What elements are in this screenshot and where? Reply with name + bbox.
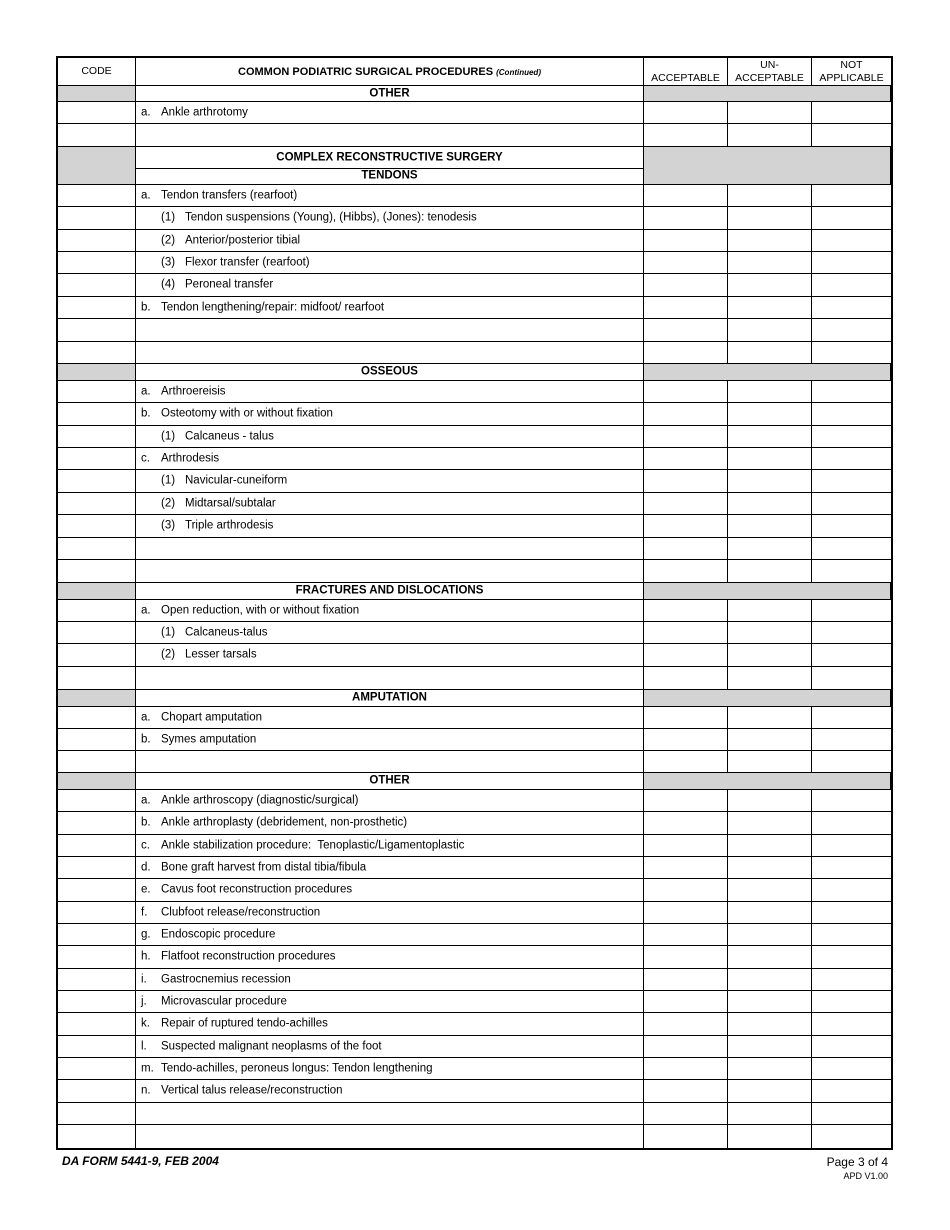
table-row — [58, 729, 891, 751]
code-cell[interactable] — [58, 924, 136, 946]
table-row — [58, 207, 891, 230]
table-row — [58, 102, 891, 124]
table-row — [58, 124, 891, 147]
code-cell[interactable] — [58, 879, 136, 902]
unacceptable-cell[interactable] — [728, 1013, 812, 1036]
not-applicable-cell[interactable] — [812, 1125, 891, 1148]
code-cell[interactable] — [58, 448, 136, 470]
table-row — [58, 1125, 891, 1148]
procedure-label: b. Symes amputation — [141, 732, 257, 745]
code-cell[interactable] — [58, 902, 136, 924]
acceptable-cell[interactable] — [644, 857, 728, 879]
code-cell[interactable] — [58, 1080, 136, 1103]
acceptable-cell[interactable] — [644, 1125, 728, 1148]
procedure-label: d. Bone graft harvest from distal tibia/fibula — [141, 860, 367, 873]
acceptable-cell[interactable] — [644, 1036, 728, 1058]
acceptable-cell[interactable] — [644, 274, 728, 297]
not-applicable-cell[interactable] — [812, 426, 891, 448]
not-applicable-cell[interactable] — [812, 493, 891, 515]
not-applicable-cell[interactable] — [812, 515, 891, 538]
table-row — [58, 707, 891, 729]
unacceptable-cell[interactable] — [728, 969, 812, 991]
code-cell[interactable] — [58, 470, 136, 493]
not-applicable-cell[interactable] — [812, 729, 891, 751]
acceptable-cell[interactable] — [644, 230, 728, 252]
not-applicable-cell[interactable] — [812, 381, 891, 403]
acceptable-cell[interactable] — [644, 124, 728, 147]
code-cell[interactable] — [58, 991, 136, 1013]
table-row — [58, 946, 891, 969]
section-amputation: AMPUTATION — [352, 691, 427, 704]
unacceptable-cell[interactable] — [728, 707, 812, 729]
table-row — [58, 835, 891, 857]
table-row — [58, 515, 891, 538]
table-row — [58, 493, 891, 515]
unacceptable-cell[interactable] — [728, 403, 812, 426]
section-other-top: OTHER — [369, 86, 410, 99]
code-cell[interactable] — [58, 207, 136, 230]
not-applicable-cell[interactable] — [812, 1058, 891, 1080]
section-row — [58, 147, 891, 185]
code-cell[interactable] — [58, 812, 136, 835]
acceptable-cell[interactable] — [644, 102, 728, 124]
unacceptable-cell[interactable] — [728, 470, 812, 493]
unacceptable-cell[interactable] — [728, 991, 812, 1013]
code-cell[interactable] — [58, 969, 136, 991]
unacceptable-cell[interactable] — [728, 274, 812, 297]
acceptable-cell[interactable] — [644, 403, 728, 426]
unacceptable-cell[interactable] — [728, 448, 812, 470]
code-cell[interactable] — [58, 1036, 136, 1058]
code-cell[interactable] — [58, 707, 136, 729]
unacceptable-cell[interactable] — [728, 1103, 812, 1125]
procedure-label: m. Tendo-achilles, peroneus longus: Tendon lengthening — [141, 1061, 433, 1074]
table-row — [58, 991, 891, 1013]
unacceptable-cell[interactable] — [728, 835, 812, 857]
code-cell[interactable] — [58, 622, 136, 644]
not-applicable-cell[interactable] — [812, 1080, 891, 1103]
table-row — [58, 1058, 891, 1080]
unacceptable-cell[interactable] — [728, 185, 812, 207]
code-cell[interactable] — [58, 857, 136, 879]
code-cell[interactable] — [58, 124, 136, 147]
procedure-label: a. Ankle arthroscopy (diagnostic/surgical) — [141, 793, 359, 806]
header-row — [58, 58, 891, 86]
unacceptable-cell[interactable] — [728, 102, 812, 124]
acceptable-cell[interactable] — [644, 622, 728, 644]
procedure-label: n. Vertical talus release/reconstruction — [141, 1084, 343, 1097]
procedure-label: (1) Calcaneus-talus — [161, 625, 268, 638]
not-applicable-cell[interactable] — [812, 835, 891, 857]
code-cell[interactable] — [58, 403, 136, 426]
version-label: APD V1.00 — [843, 1171, 888, 1181]
code-cell[interactable] — [58, 515, 136, 538]
procedure-label: g. Endoscopic procedure — [141, 927, 276, 940]
not-applicable-cell[interactable] — [812, 448, 891, 470]
code-cell[interactable] — [58, 835, 136, 857]
table-row — [58, 185, 891, 207]
section-complex: COMPLEX RECONSTRUCTIVE SURGERY — [276, 150, 503, 163]
section-other-bottom: OTHER — [369, 774, 410, 787]
code-cell[interactable] — [58, 230, 136, 252]
acceptable-cell[interactable] — [644, 185, 728, 207]
not-applicable-cell[interactable] — [812, 252, 891, 274]
acceptable-cell[interactable] — [644, 538, 728, 560]
table-row — [58, 297, 891, 319]
unacceptable-cell[interactable] — [728, 207, 812, 230]
not-applicable-cell[interactable] — [812, 185, 891, 207]
procedure-label: a. Open reduction, with or without fixation — [141, 603, 360, 616]
acceptable-cell[interactable] — [644, 1013, 728, 1036]
unacceptable-cell[interactable] — [728, 790, 812, 812]
table-row — [58, 448, 891, 470]
not-applicable-cell[interactable] — [812, 470, 891, 493]
not-applicable-cell[interactable] — [812, 319, 891, 342]
table-row — [58, 751, 891, 773]
procedure-label: (1) Calcaneus - talus — [161, 429, 274, 442]
title-header: COMMON PODIATRIC SURGICAL PROCEDURES (Continued) — [238, 66, 541, 78]
not-applicable-cell[interactable] — [812, 969, 891, 991]
procedure-label: a. Chopart amputation — [141, 710, 263, 723]
code-cell[interactable] — [58, 1013, 136, 1036]
acceptable-cell[interactable] — [644, 969, 728, 991]
acceptable-cell[interactable] — [644, 252, 728, 274]
not-applicable-cell[interactable] — [812, 857, 891, 879]
code-cell[interactable] — [58, 538, 136, 560]
unacceptable-cell[interactable] — [728, 538, 812, 560]
acceptable-cell[interactable] — [644, 560, 728, 583]
table-row — [58, 252, 891, 274]
acceptable-cell[interactable] — [644, 381, 728, 403]
procedure-label: a. Tendon transfers (rearfoot) — [141, 188, 298, 201]
table-row — [58, 319, 891, 342]
unacceptable-cell[interactable] — [728, 729, 812, 751]
acceptable-cell[interactable] — [644, 729, 728, 751]
unacceptable-cell[interactable] — [728, 252, 812, 274]
not-applicable-header: NOT APPLICABLE — [819, 59, 884, 84]
procedure-label: a. Arthroereisis — [141, 384, 226, 397]
acceptable-cell[interactable] — [644, 319, 728, 342]
not-applicable-cell[interactable] — [812, 230, 891, 252]
procedure-label: (2) Lesser tarsals — [161, 648, 257, 661]
unacceptable-cell[interactable] — [728, 667, 812, 690]
table-row — [58, 924, 891, 946]
table-row — [58, 381, 891, 403]
table-row — [58, 644, 891, 667]
table-row — [58, 1013, 891, 1036]
unacceptable-cell[interactable] — [728, 751, 812, 773]
table-row — [58, 230, 891, 252]
procedures-form — [56, 56, 893, 1150]
acceptable-cell[interactable] — [644, 667, 728, 690]
procedure-label: c. Arthrodesis — [141, 451, 220, 464]
unacceptable-cell[interactable] — [728, 426, 812, 448]
unacceptable-cell[interactable] — [728, 1036, 812, 1058]
code-cell[interactable] — [58, 381, 136, 403]
not-applicable-cell[interactable] — [812, 790, 891, 812]
table-row — [58, 342, 891, 364]
unacceptable-cell[interactable] — [728, 342, 812, 364]
acceptable-cell[interactable] — [644, 879, 728, 902]
acceptable-cell[interactable] — [644, 448, 728, 470]
unacceptable-header: UN- ACCEPTABLE — [735, 59, 804, 84]
acceptable-cell[interactable] — [644, 751, 728, 773]
table-row — [58, 667, 891, 690]
procedure-label: (2) Midtarsal/subtalar — [161, 496, 276, 509]
table-row — [58, 1103, 891, 1125]
table-row — [58, 538, 891, 560]
code-cell[interactable] — [58, 493, 136, 515]
procedure-label: (3) Flexor transfer (rearfoot) — [161, 255, 310, 268]
code-cell[interactable] — [58, 729, 136, 751]
unacceptable-cell[interactable] — [728, 230, 812, 252]
table-row — [58, 426, 891, 448]
not-applicable-cell[interactable] — [812, 102, 891, 124]
section-row — [58, 773, 891, 790]
unacceptable-cell[interactable] — [728, 1125, 812, 1148]
table-row — [58, 812, 891, 835]
table-row — [58, 560, 891, 583]
unacceptable-cell[interactable] — [728, 946, 812, 969]
acceptable-cell[interactable] — [644, 835, 728, 857]
not-applicable-cell[interactable] — [812, 991, 891, 1013]
table-row — [58, 879, 891, 902]
procedure-label: k. Repair of ruptured tendo-achilles — [141, 1017, 328, 1030]
unacceptable-cell[interactable] — [728, 1080, 812, 1103]
procedure-label: i. Gastrocnemius recession — [141, 972, 291, 985]
unacceptable-cell[interactable] — [728, 124, 812, 147]
code-cell[interactable] — [58, 1058, 136, 1080]
procedure-label: (2) Anterior/posterior tibial — [161, 233, 301, 246]
unacceptable-cell[interactable] — [728, 857, 812, 879]
acceptable-cell[interactable] — [644, 297, 728, 319]
not-applicable-cell[interactable] — [812, 667, 891, 690]
procedure-label: b. Tendon lengthening/repair: midfoot/ rearfoot — [141, 300, 385, 313]
section-fractures: FRACTURES AND DISLOCATIONS — [295, 584, 484, 597]
code-cell[interactable] — [58, 297, 136, 319]
unacceptable-cell[interactable] — [728, 319, 812, 342]
not-applicable-cell[interactable] — [812, 297, 891, 319]
not-applicable-cell[interactable] — [812, 879, 891, 902]
procedure-label: l. Suspected malignant neoplasms of the foot — [141, 1039, 382, 1052]
section-row — [58, 583, 891, 600]
unacceptable-cell[interactable] — [728, 924, 812, 946]
section-row — [58, 690, 891, 707]
not-applicable-cell[interactable] — [812, 902, 891, 924]
table-row — [58, 274, 891, 297]
code-header: CODE — [81, 65, 112, 77]
unacceptable-cell[interactable] — [728, 493, 812, 515]
not-applicable-cell[interactable] — [812, 946, 891, 969]
code-cell[interactable] — [58, 252, 136, 274]
code-cell[interactable] — [58, 319, 136, 342]
unacceptable-cell[interactable] — [728, 812, 812, 835]
procedure-label: b. Osteotomy with or without fixation — [141, 407, 333, 420]
table-row — [58, 902, 891, 924]
not-applicable-cell[interactable] — [812, 1036, 891, 1058]
acceptable-cell[interactable] — [644, 707, 728, 729]
table-row — [58, 790, 891, 812]
code-cell[interactable] — [58, 667, 136, 690]
code-cell[interactable] — [58, 1103, 136, 1125]
section-row — [58, 86, 891, 102]
acceptable-cell[interactable] — [644, 426, 728, 448]
acceptable-cell[interactable] — [644, 342, 728, 364]
not-applicable-cell[interactable] — [812, 622, 891, 644]
acceptable-cell[interactable] — [644, 902, 728, 924]
not-applicable-cell[interactable] — [812, 538, 891, 560]
procedure-label: h. Flatfoot reconstruction procedures — [141, 950, 336, 963]
not-applicable-cell[interactable] — [812, 707, 891, 729]
procedure-label: (4) Peroneal transfer — [161, 278, 274, 291]
not-applicable-cell[interactable] — [812, 560, 891, 583]
code-cell[interactable] — [58, 342, 136, 364]
unacceptable-cell[interactable] — [728, 622, 812, 644]
unacceptable-cell[interactable] — [728, 644, 812, 667]
acceptable-cell[interactable] — [644, 493, 728, 515]
acceptable-cell[interactable] — [644, 991, 728, 1013]
procedure-label: c. Ankle stabilization procedure: Tenoplastic/Ligamentoplastic — [141, 838, 465, 851]
acceptable-cell[interactable] — [644, 1058, 728, 1080]
table-row — [58, 600, 891, 622]
acceptable-cell[interactable] — [644, 644, 728, 667]
page-number: Page 3 of 4 — [826, 1155, 888, 1169]
acceptable-cell[interactable] — [644, 1080, 728, 1103]
code-cell[interactable] — [58, 600, 136, 622]
procedure-label: j. Microvascular procedure — [141, 994, 287, 1007]
unacceptable-cell[interactable] — [728, 1058, 812, 1080]
procedure-label: (3) Triple arthrodesis — [161, 519, 274, 532]
section-tendons: TENDONS — [361, 169, 418, 182]
code-cell[interactable] — [58, 946, 136, 969]
not-applicable-cell[interactable] — [812, 812, 891, 835]
not-applicable-cell[interactable] — [812, 600, 891, 622]
unacceptable-cell[interactable] — [728, 879, 812, 902]
unacceptable-cell[interactable] — [728, 902, 812, 924]
acceptable-cell[interactable] — [644, 470, 728, 493]
acceptable-header: ACCEPTABLE — [651, 72, 720, 84]
unacceptable-cell[interactable] — [728, 600, 812, 622]
not-applicable-cell[interactable] — [812, 207, 891, 230]
not-applicable-cell[interactable] — [812, 924, 891, 946]
acceptable-cell[interactable] — [644, 207, 728, 230]
procedure-label: b. Ankle arthroplasty (debridement, non-prosthetic) — [141, 816, 408, 829]
section-row — [58, 364, 891, 381]
procedure-label: (1) Navicular-cuneiform — [161, 474, 288, 487]
table-row — [58, 969, 891, 991]
code-cell[interactable] — [58, 644, 136, 667]
acceptable-cell[interactable] — [644, 600, 728, 622]
unacceptable-cell[interactable] — [728, 297, 812, 319]
acceptable-cell[interactable] — [644, 812, 728, 835]
table-row — [58, 1036, 891, 1058]
acceptable-cell[interactable] — [644, 790, 728, 812]
unacceptable-cell[interactable] — [728, 560, 812, 583]
code-cell[interactable] — [58, 185, 136, 207]
unacceptable-cell[interactable] — [728, 515, 812, 538]
table-row — [58, 403, 891, 426]
code-cell[interactable] — [58, 102, 136, 124]
acceptable-cell[interactable] — [644, 946, 728, 969]
table-row — [58, 857, 891, 879]
not-applicable-cell[interactable] — [812, 274, 891, 297]
not-applicable-cell[interactable] — [812, 751, 891, 773]
not-applicable-cell[interactable] — [812, 1103, 891, 1125]
table-row — [58, 622, 891, 644]
acceptable-cell[interactable] — [644, 924, 728, 946]
not-applicable-cell[interactable] — [812, 342, 891, 364]
code-cell[interactable] — [58, 790, 136, 812]
code-cell[interactable] — [58, 426, 136, 448]
procedure-label: (1) Tendon suspensions (Young), (Hibbs), (Jones): tenodesis — [161, 211, 477, 224]
procedure-label: f. Clubfoot release/reconstruction — [141, 905, 321, 918]
not-applicable-cell[interactable] — [812, 1013, 891, 1036]
code-cell[interactable] — [58, 1125, 136, 1148]
acceptable-cell[interactable] — [644, 515, 728, 538]
section-osseous: OSSEOUS — [361, 365, 418, 378]
procedure-label: a. Ankle arthrotomy — [141, 105, 248, 118]
not-applicable-cell[interactable] — [812, 403, 891, 426]
table-row — [58, 470, 891, 493]
not-applicable-cell[interactable] — [812, 644, 891, 667]
procedure-label: e. Cavus foot reconstruction procedures — [141, 883, 353, 896]
unacceptable-cell[interactable] — [728, 381, 812, 403]
code-cell[interactable] — [58, 274, 136, 297]
not-applicable-cell[interactable] — [812, 124, 891, 147]
code-cell[interactable] — [58, 560, 136, 583]
acceptable-cell[interactable] — [644, 1103, 728, 1125]
form-identifier: DA FORM 5441-9, FEB 2004 — [62, 1154, 219, 1168]
table-row — [58, 1080, 891, 1103]
code-cell[interactable] — [58, 751, 136, 773]
